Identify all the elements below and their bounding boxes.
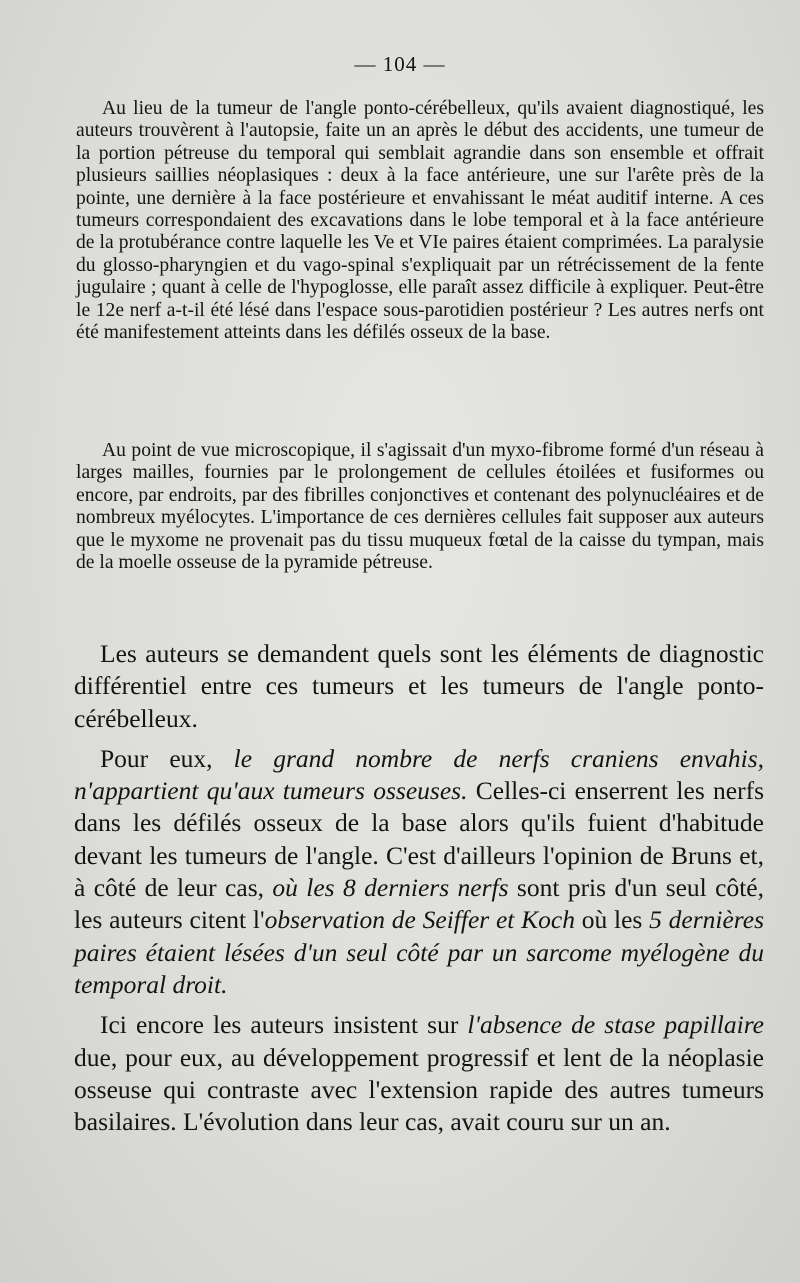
paragraph-microscopy: Au point de vue microscopique, il s'agissait d'un myxo-fibrome formé d'un réseau à larges mailles, fournies par le prolongement de cellules étoilées et fusiformes ou encore, par endroits, par des fibrilles conjonctives et contenant des polynucléaires et de nombreux myélocytes. L'importance de ces dernières cellules fait supposer aux auteurs que le myxome ne provenait pas du tissu muqueux fœtal de la caisse du tympan, mais de la moelle osseuse de la pyramide pétreuse. xyxy=(76,440,764,574)
italic-run: 5 dernières paires étaient lésées d'un seul côté par un sarcome myélogène du temporal droit. xyxy=(74,905,764,999)
text-run: sont pris d'un seul côté, les auteurs citent l' xyxy=(74,873,765,935)
text-run: où les xyxy=(574,905,650,935)
italic-run: l'absence de stase papillaire xyxy=(467,1010,764,1040)
page-number: — 104 — xyxy=(354,52,446,76)
small-print-block xyxy=(76,440,764,574)
text-run: Ici encore les auteurs insistent sur xyxy=(100,1010,468,1040)
text-run: Pour eux, xyxy=(100,743,234,773)
italic-run: observation de Seiffer et Koch xyxy=(264,905,575,935)
paragraph-autopsy-findings: Au lieu de la tumeur de l'angle ponto-cérébelleux, qu'ils avaient diagnostiqué, les auteurs trouvèrent à l'autopsie, faite un an après le début des accidents, une tumeur de la portion pétreuse du temporal qui semblait agrandie dans son ensemble et offrait plusieurs saillies néoplasiques : deux à la face antérieure, une sur l'arête près de la pointe, une dernière à la face postérieure et envahissant le méat auditif interne. A ces tumeurs correspondaient des excavations dans le lobe temporal et à la face antérieure de la protubérance contre laquelle les Ve et VIe paires étaient comprimées. La paralysie du glosso-pharyngien et du vago-spinal s'expliquait par un rétrécissement de la fente jugulaire ; quant à celle de l'hypoglosse, elle paraît assez difficile à expliquer. Peut-être le 12e nerf a-t-il été lésé dans l'espace sous-parotidien postérieur ? Les autres nerfs ont été manifestement atteints dans les défilés osseux de la base. xyxy=(76,98,764,344)
small-print-block xyxy=(76,98,764,344)
text-run: due, pour eux, au développement progressif et lent de la néoplasie osseuse qui contraste avec l'extension rapide des autres tumeurs basilaires. L'évolution dans leur cas, avait couru sur un an. xyxy=(74,1042,764,1137)
main-text-block xyxy=(74,638,764,1146)
paragraph-nerve-involvement xyxy=(74,743,764,1001)
italic-run: le grand nombre de nerfs craniens envahis, n'appartient qu'aux tumeurs osseuses. xyxy=(74,743,764,806)
paragraph-differential-diagnosis: Les auteurs se demandent quels sont les éléments de diagnostic différentiel entre ces tumeurs et les tumeurs de l'angle ponto-cérébelleux. xyxy=(74,639,764,733)
italic-run: où les 8 derniers nerfs xyxy=(272,873,509,903)
paragraph-papillary-stasis xyxy=(74,1009,764,1138)
text-run: Celles-ci enserrent les nerfs dans les défilés osseux de la base alors qu'ils fuient d'habitude devant les tumeurs de l'angle. C'est d'ailleurs l'opinion de Bruns et, à côté de leur cas, xyxy=(74,776,765,903)
